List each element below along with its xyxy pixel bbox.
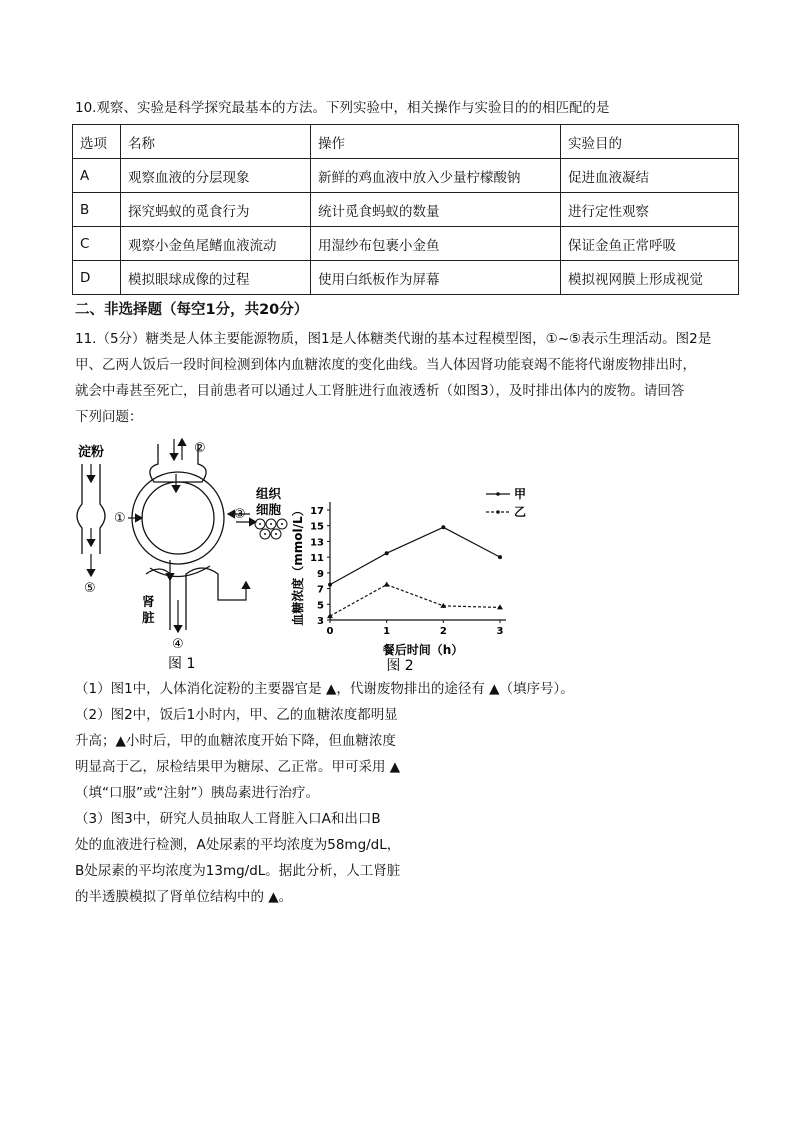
figure-2-line-chart xyxy=(288,484,528,674)
data-point xyxy=(385,551,389,555)
fig1-label-cell: 细胞 xyxy=(256,502,282,517)
x-tick-label: 3 xyxy=(496,626,504,637)
table-row xyxy=(73,193,739,227)
y-tick-label: 11 xyxy=(310,553,324,565)
legend-marker xyxy=(496,510,500,514)
table-header-cell: 操作 xyxy=(311,125,561,159)
table-cell: 观察小金鱼尾鳍血液流动 xyxy=(121,227,311,261)
table-cell: 新鲜的鸡血液中放入少量柠檬酸钠 xyxy=(311,159,561,193)
y-tick-label: 17 xyxy=(310,506,324,517)
table-cell: 进行定性观察 xyxy=(561,193,739,227)
q11-intro-line: 11.（5分）糖类是人体主要能源物质，图1是人体糖类代谢的基本过程模型图，①~⑤表示生理活动。图2是 xyxy=(75,331,712,347)
table-row xyxy=(73,159,739,193)
q11-sub-line: 明显高于乙，尿检结果甲为糖尿、乙正常。甲可采用 ▲ xyxy=(75,759,401,775)
legend-label: 甲 xyxy=(514,487,527,501)
fig1-caption: 图 1 xyxy=(168,656,196,672)
q11-sub-line: （3）图3中，研究人员抽取人工肾脏入口A和出口B xyxy=(75,811,381,827)
table-cell: 保证金鱼正常呼吸 xyxy=(561,227,739,261)
q10-options-table xyxy=(72,124,739,295)
table-cell: B xyxy=(73,193,121,227)
legend-label: 乙 xyxy=(514,505,527,519)
y-tick-label: 7 xyxy=(317,584,324,596)
series-line-1 xyxy=(330,585,500,616)
q11-sub-line: B处尿素的平均浓度为13mg/dL。据此分析，人工肾脏 xyxy=(75,863,401,879)
fig1-num-5: ⑤ xyxy=(84,581,96,596)
x-tick-label: 0 xyxy=(326,626,334,637)
q11-intro-line: 就会中毒甚至死亡，目前患者可以通过人工肾脏进行血液透析（如图3），及时排出体内的废物。请回答 xyxy=(75,383,685,399)
q11-sub-line: 的半透膜模拟了肾单位结构中的 ▲。 xyxy=(75,889,293,905)
table-cell: D xyxy=(73,261,121,295)
x-tick-label: 2 xyxy=(439,626,447,637)
q11-sub-line: （2）图2中，饭后1小时内，甲、乙的血糖浓度都明显 xyxy=(75,707,398,723)
data-point xyxy=(328,583,332,587)
q11-sub-line: 升高；▲小时后，甲的血糖浓度开始下降，但血糖浓度 xyxy=(75,733,396,749)
q11-sub-line: 处的血液进行检测，A处尿素的平均浓度为58mg/dL， xyxy=(75,837,401,853)
fig1-num-4: ④ xyxy=(172,637,184,652)
x-tick-label: 1 xyxy=(383,626,391,637)
fig1-label-tissue: 组织 xyxy=(256,486,282,501)
table-header-cell: 选项 xyxy=(73,125,121,159)
q11-intro-line: 甲、乙两人饭后一段时间检测到体内血糖浓度的变化曲线。当人体因肾功能衰竭不能将代谢废物排出时， xyxy=(75,357,696,373)
section-title: 二、非选择题（每空1分，共20分） xyxy=(75,302,309,318)
table-cell: 模拟眼球成像的过程 xyxy=(121,261,311,295)
y-axis-label: 血糖浓度（mmol/L） xyxy=(291,504,305,626)
fig2-caption: 图 2 xyxy=(386,658,414,674)
table-row xyxy=(73,261,739,295)
fig1-num-1: ① xyxy=(114,511,126,526)
fig1-label-starch: 淀粉 xyxy=(78,445,105,460)
table-cell: 促进血液凝结 xyxy=(561,159,739,193)
q11-intro-line: 下列问题： xyxy=(75,409,143,425)
q11-sub-line: （1）图1中，人体消化淀粉的主要器官是 ▲，代谢废物排出的途径有 ▲（填序号）。 xyxy=(75,681,574,697)
fig1-label-kidney1: 肾 xyxy=(142,594,155,609)
fig1-label-kidney2: 脏 xyxy=(142,610,155,625)
q10-stem: 10.观察、实验是科学探究最基本的方法。下列实验中，相关操作与实验目的的相匹配的是 xyxy=(75,100,610,116)
data-point xyxy=(441,525,445,529)
series-line-0 xyxy=(330,527,500,584)
legend-marker xyxy=(496,492,500,496)
data-point xyxy=(497,604,503,609)
table-cell: 探究蚂蚁的觅食行为 xyxy=(121,193,311,227)
y-tick-label: 3 xyxy=(317,616,324,627)
table-cell: A xyxy=(73,159,121,193)
x-axis-label: 餐后时间（h） xyxy=(382,643,464,657)
y-tick-label: 5 xyxy=(317,600,324,612)
table-cell: 统计觅食蚂蚁的数量 xyxy=(311,193,561,227)
table-cell: 用湿纱布包裹小金鱼 xyxy=(311,227,561,261)
q11-subquestions xyxy=(75,676,725,910)
q11-sub-line: （填“口服”或“注射”）胰岛素进行治疗。 xyxy=(75,785,319,801)
fig1-num-3: ③ xyxy=(234,507,246,522)
y-tick-label: 13 xyxy=(310,537,324,549)
table-cell: 观察血液的分层现象 xyxy=(121,159,311,193)
q11-intro xyxy=(75,326,725,430)
table-header-row xyxy=(73,125,739,159)
figure-1-diagram xyxy=(70,434,310,674)
table-row xyxy=(73,227,739,261)
table-header-cell: 实验目的 xyxy=(561,125,739,159)
table-cell: C xyxy=(73,227,121,261)
fig1-num-2: ② xyxy=(194,441,206,456)
table-cell: 使用白纸板作为屏幕 xyxy=(311,261,561,295)
table-cell: 模拟视网膜上形成视觉 xyxy=(561,261,739,295)
table-header-cell: 名称 xyxy=(121,125,311,159)
y-tick-label: 15 xyxy=(310,521,324,533)
data-point xyxy=(384,582,390,587)
data-point xyxy=(498,555,502,559)
y-tick-label: 9 xyxy=(317,568,324,580)
